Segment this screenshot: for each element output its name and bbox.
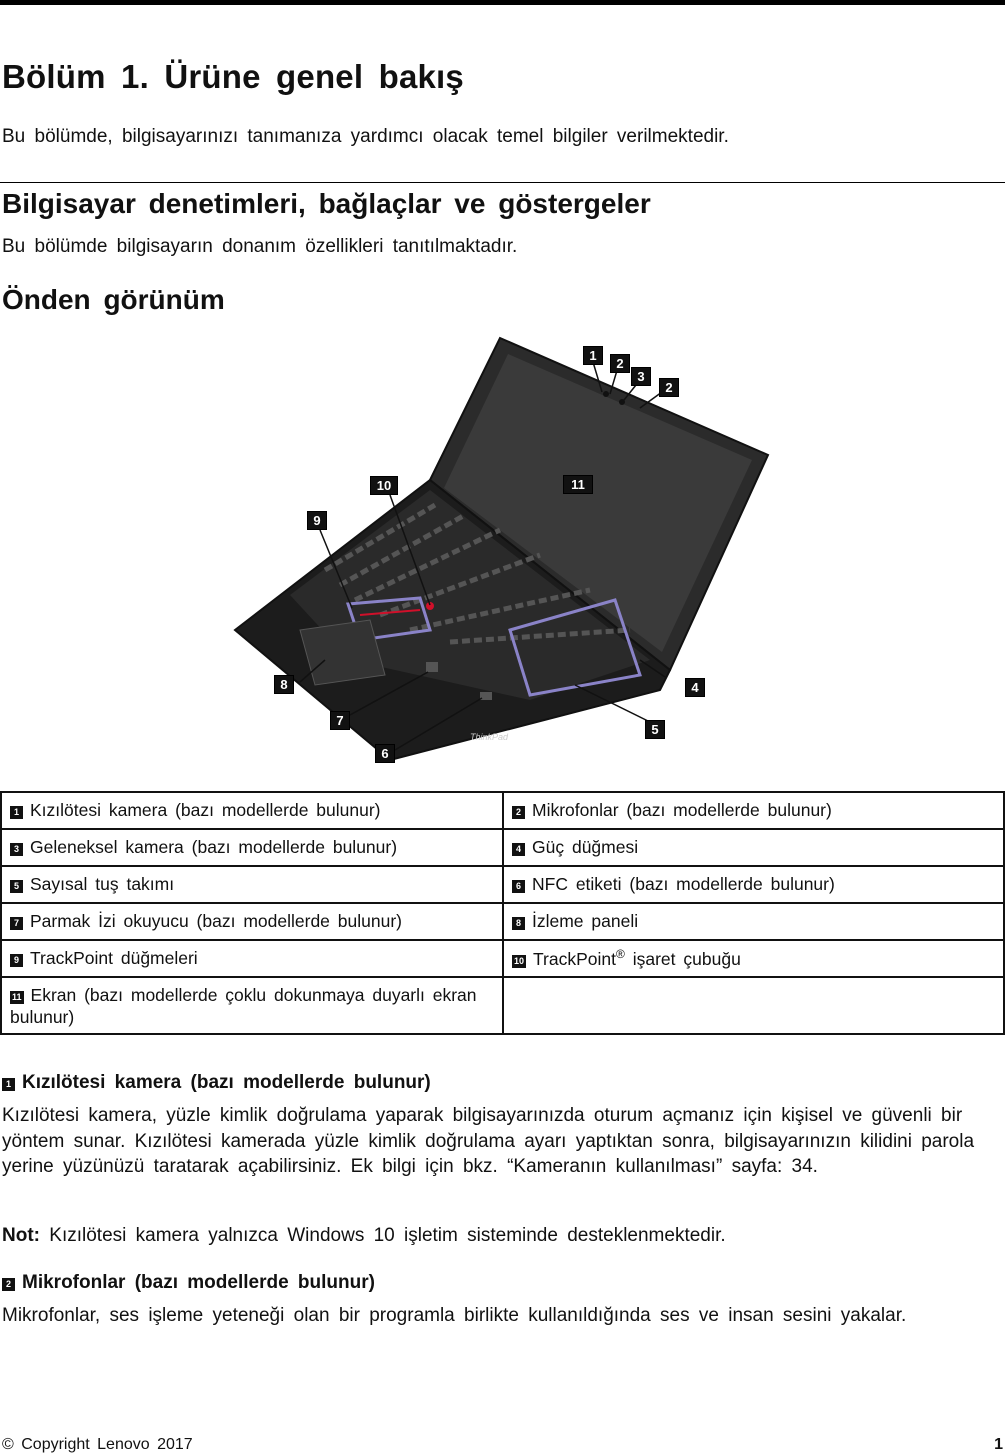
table-row xyxy=(1,866,1004,903)
callout-2b: 2 xyxy=(659,378,679,397)
item1-note xyxy=(2,1223,1002,1249)
item1-heading: 1 Kızılötesi kamera (bazı modellerde bulunur) xyxy=(2,1072,431,1094)
number-badge: 3 xyxy=(10,843,23,856)
number-badge: 5 xyxy=(10,880,23,893)
number-badge: 10 xyxy=(514,955,525,966)
callout-7: 7 xyxy=(330,711,350,730)
palmrest-brand: ThinkPad xyxy=(470,732,509,742)
table-cell: 7 Parmak İzi okuyucu (bazı modellerde bulunur) xyxy=(1,903,503,940)
table-cell: 3 Geleneksel kamera (bazı modellerde bulunur) xyxy=(1,829,503,866)
number-badge: 9 xyxy=(10,954,23,967)
table-cell: 10 TrackPoint® işaret çubuğu xyxy=(503,940,1004,977)
laptop-illustration xyxy=(230,330,775,770)
number-badge: 4 xyxy=(512,843,525,856)
section-intro: Bu bölümde bilgisayarın donanım özellikleri tanıtılmaktadır. xyxy=(2,236,518,257)
table-row xyxy=(1,792,1004,829)
number-badge: 2 xyxy=(2,1278,15,1291)
section-divider xyxy=(0,182,1005,183)
number-badge: 2 xyxy=(512,806,525,819)
chapter-title: Bölüm 1. Ürüne genel bakış xyxy=(2,58,464,95)
callout-4: 4 xyxy=(685,678,705,697)
note-label: Not: xyxy=(2,1225,40,1246)
callout-8: 8 xyxy=(274,675,294,694)
subsection-title: Önden görünüm xyxy=(2,284,225,315)
number-badge: 1 xyxy=(2,1078,15,1091)
touchpad xyxy=(300,620,385,685)
top-rule xyxy=(0,0,1005,5)
number-badge: 1 xyxy=(10,806,23,819)
copyright: © Copyright Lenovo 2017 xyxy=(2,1436,193,1453)
table-row xyxy=(1,829,1004,866)
note-text: Kızılötesi kamera yalnızca Windows 10 işletim sisteminde desteklenmektedir. xyxy=(49,1225,726,1246)
callout-2a: 2 xyxy=(610,354,630,373)
table-cell: 6 NFC etiketi (bazı modellerde bulunur) xyxy=(503,866,1004,903)
table-row xyxy=(1,940,1004,977)
table-cell: 2 Mikrofonlar (bazı modellerde bulunur) xyxy=(503,792,1004,829)
camera-ir xyxy=(603,391,609,397)
number-badge: 8 xyxy=(512,917,525,930)
callout-11: 11 xyxy=(563,475,593,494)
table-cell: 5 Sayısal tuş takımı xyxy=(1,866,503,903)
table-row xyxy=(1,903,1004,940)
item2-heading: 2 Mikrofonlar (bazı modellerde bulunur) xyxy=(2,1272,375,1294)
table-cell: 8 İzleme paneli xyxy=(503,903,1004,940)
parts-table xyxy=(0,791,1005,1035)
number-badge: 11 xyxy=(12,991,22,1002)
table-row xyxy=(1,977,1004,1034)
callout-1: 1 xyxy=(583,346,603,365)
chapter-intro: Bu bölümde, bilgisayarınızı tanımanıza yardımcı olacak temel bilgiler verilmektedir. xyxy=(2,126,729,147)
table-cell: 4 Güç düğmesi xyxy=(503,829,1004,866)
item1-body: Kızılötesi kamera, yüzle kimlik doğrulama yaparak bilgisayarınızda oturum açmanız için kişisel ve güvenli bir yöntem sunar. Kızılötesi kamerada yüzle kimlik doğrulama ayarı yaptıktan sonra, bilgisayarınızın kilidini parola yerine yüzünüzü taratarak açabilirsiniz. Ek bilgi için bkz. “Kameranın kullanılması” sayfa: 34. xyxy=(2,1105,975,1177)
fingerprint-reader xyxy=(426,662,438,672)
table-cell: 9 TrackPoint düğmeleri xyxy=(1,940,503,977)
callout-3: 3 xyxy=(631,367,651,386)
table-cell: 1 Kızılötesi kamera (bazı modellerde bulunur) xyxy=(1,792,503,829)
table-cell: 11 Ekran (bazı modellerde çoklu dokunmaya duyarlı ekran bulunur) xyxy=(1,977,503,1034)
number-badge: 6 xyxy=(512,880,525,893)
callout-6: 6 xyxy=(375,744,395,763)
callout-9: 9 xyxy=(307,511,327,530)
section-title: Bilgisayar denetimleri, bağlaçlar ve göstergeler xyxy=(2,188,651,219)
table-cell-empty xyxy=(503,977,1004,1034)
callout-5: 5 xyxy=(645,720,665,739)
number-badge: 7 xyxy=(10,917,23,930)
page-number: 1 xyxy=(994,1436,1003,1453)
laptop-front-view-figure xyxy=(230,330,775,770)
item2-body: Mikrofonlar, ses işleme yeteneği olan bir programla birlikte kullanıldığında ses ve insan sesini yakalar. xyxy=(2,1305,907,1326)
callout-10: 10 xyxy=(370,476,398,495)
